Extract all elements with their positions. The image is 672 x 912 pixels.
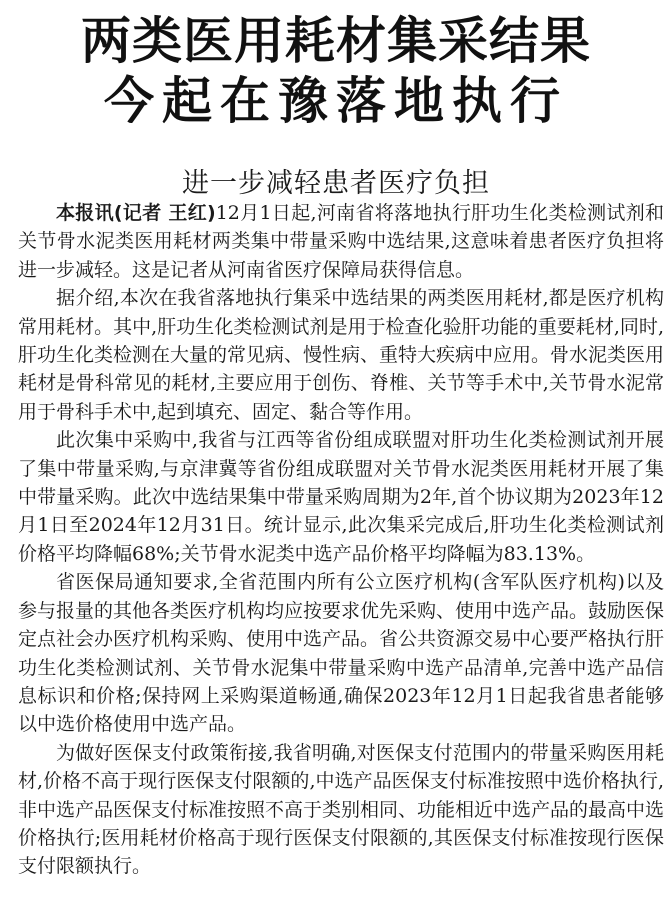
paragraph-text: 12月1日起,河南省将落地执行肝功生化类检测试剂和关节骨水泥类医用耗材两类集中带量采购中选结果,这意味着患者医疗负担将进一步减轻。这是记者从河南省医疗保障局获得信息。 — [18, 202, 664, 281]
article-body — [18, 199, 664, 881]
article-paragraph-2: 据介绍,本次在我省落地执行集采中选结果的两类医用耗材,都是医疗机构常用耗材。其中,肝功生化类检测试剂是用于检查化验肝功能的重要耗材,同时,肝功生化类检测在大量的常见病、慢性病、重特大疾病中应用。骨水泥类医用耗材是骨科常见的耗材,主要应用于创伤、脊椎、关节等手术中,关节骨水泥常用于骨科手术中,起到填充、固定、黏合等作用。 — [18, 287, 665, 423]
article-paragraph-3: 此次集中采购中,我省与江西等省份组成联盟对肝功生化类检测试剂开展了集中带量采购,与京津冀等省份组成联盟对关节骨水泥类医用耗材开展了集中带量采购。此次中选结果集中带量采购周期为2年,首个协议期为2023年12月1日至2024年12月31日。统计显示,此次集采完成后,肝功生化类检测试剂价格平均降幅68%;关节骨水泥类中选产品价格平均降幅为83.13%。 — [18, 429, 664, 565]
headline-line-1: 两类医用耗材集采结果 — [81, 12, 591, 70]
article-paragraph-5: 为做好医保支付政策衔接,我省明确,对医保支付范围内的带量采购医用耗材,价格不高于现行医保支付限额的,中选产品医保支付标准按照中选价格执行,非中选产品医保支付标准按照不高于类别相同、功能相近中选产品的最高中选价格执行;医用耗材价格高于现行医保支付限额的,其医保支付标准按现行医保支付限额执行。 — [18, 741, 665, 878]
headline-line-2: 今起在豫落地执行 — [104, 72, 568, 130]
subheadline: 进一步减轻患者医疗负担 — [182, 168, 490, 200]
article-paragraph-1 — [18, 199, 664, 284]
dateline: 本报讯(记者 王红) — [56, 202, 216, 224]
article-paragraph-4: 省医保局通知要求,全省范围内所有公立医疗机构(含军队医疗机构)以及参与报量的其他各类医疗机构均应按要求优先采购、使用中选产品。鼓励医保定点社会办医疗机构采购、使用中选产品。省公共资源交易中心要严格执行肝功生化类检测试剂、关节骨水泥集中带量采购中选产品清单,完善中选产品信息标识和价格;保持网上采购渠道畅通,确保2023年12月1日起我省患者能够以中选价格使用中选产品。 — [18, 571, 665, 736]
